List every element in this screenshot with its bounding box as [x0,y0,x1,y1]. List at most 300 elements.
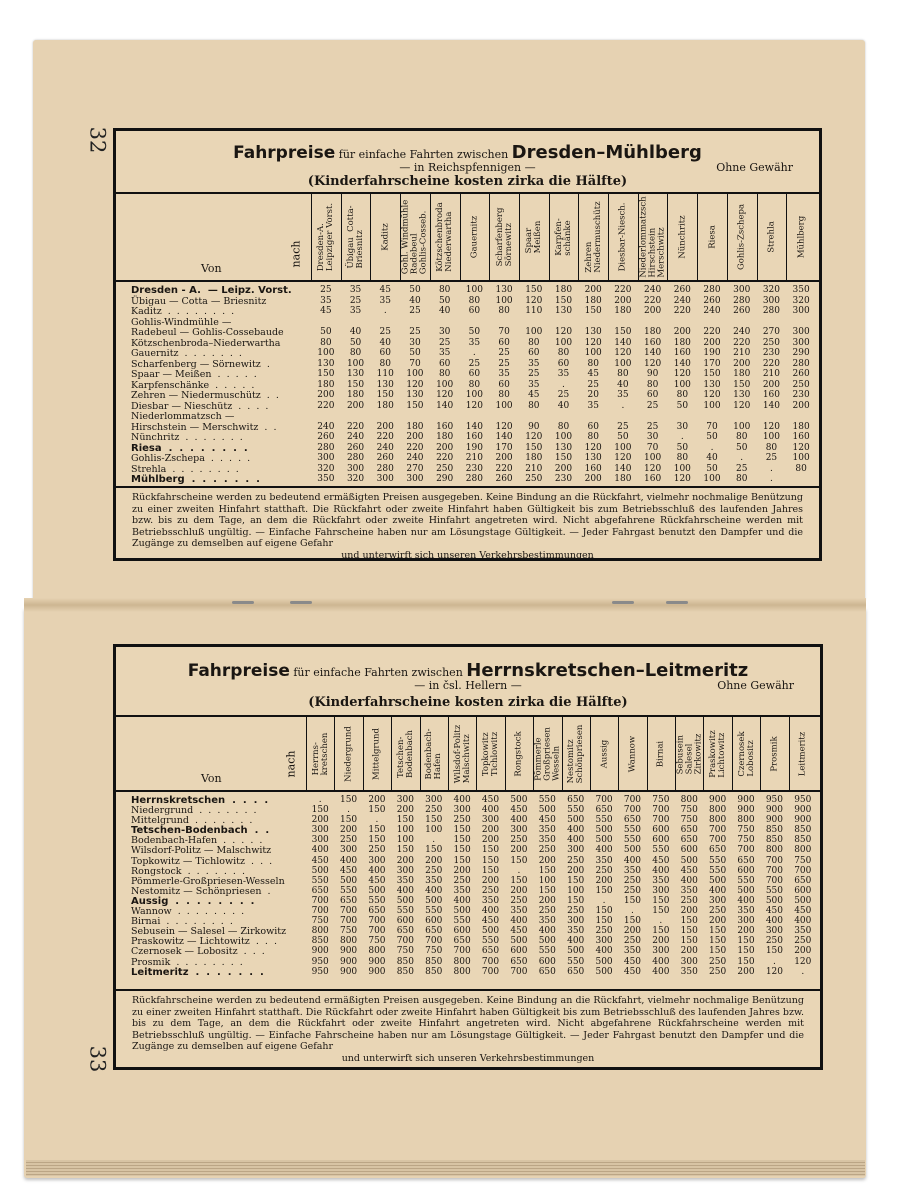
station-name: Birnai . . . . . . . . [131,916,233,928]
fare-cell: 200 [510,845,528,856]
column-header [311,194,341,280]
fare-cell: 350 [425,875,443,886]
fare-cell: 800 [765,845,783,856]
fare-cell: 50 [676,442,689,453]
fare-cell: 150 [396,815,414,826]
fare-cell: 300 [765,926,783,937]
fare-cell: 200 [703,337,721,348]
fare-cell: 260 [733,306,751,316]
fare-cell: 200 [425,855,443,866]
fare-cell: 150 [481,855,500,866]
fare-cell: 650 [425,926,443,937]
fare-cell: 850 [425,956,443,967]
fare-cell: 150 [538,865,556,876]
fare-cell: 200 [792,400,810,411]
fare-cell: 700 [765,875,783,886]
fare-cell: 150 [538,885,556,896]
fare-cell: 130 [584,327,602,337]
fare-cell: 700 [510,966,528,977]
fare-cell: 550 [368,895,386,906]
fare-cell: 750 [368,936,386,947]
fare-cell: 220 [406,442,424,453]
fare-cell: 150 [595,885,613,896]
fare-cell: 150 [584,306,602,316]
fare-cell: 250 [623,885,642,896]
fare-cell: 200 [567,865,585,876]
column-header [391,717,419,790]
column-header [476,717,504,790]
fare-cell: 300 [339,845,358,856]
fare-cell: 700 [623,805,642,816]
fare-cell: 400 [737,895,755,906]
fare-cell: 600 [680,845,698,856]
fare-cell: 280 [762,306,781,316]
fare-cell: . [517,865,521,876]
fare-cell: 450 [680,865,698,876]
fare-cell: 200 [453,865,471,876]
fare-cell: 350 [737,906,755,917]
fare-cell: 260 [703,295,721,306]
column-header [760,717,788,790]
fare-cell: 270 [406,463,424,474]
fare-cell: 150 [703,369,721,379]
column-header [638,194,668,280]
fare-cell: 150 [510,875,528,886]
fare-cell: 800 [368,946,386,957]
fare-cell: 260 [376,453,394,463]
fare-cell: 110 [525,306,543,316]
column-header [697,194,727,280]
fare-cell: 240 [644,285,662,295]
von-label: Von [201,772,222,785]
fare-cell: 35 [528,379,540,390]
fare-cell: 130 [495,285,513,295]
fare-cell: 250 [425,865,443,876]
fare-cell: 240 [376,442,394,453]
fare-cell: 80 [795,463,807,474]
fare-cell: 250 [709,966,727,977]
fare-cell: 150 [595,906,613,917]
fare-cell: 350 [792,285,810,295]
fare-cell: 700 [453,946,471,957]
fare-cell: 35 [528,358,540,369]
conditions-last: und unterwirft sich unseren Verkehrsbestimmungen [341,549,594,561]
fare-cell: 150 [453,825,471,836]
fare-cell: 900 [737,795,755,805]
column-header-label: Kaditz [380,223,391,251]
station-name: Prosmik . . . . . . . . [131,956,243,968]
station-name: Kaditz . . . . . . . . [131,306,235,317]
fare-cell: 750 [680,815,698,826]
fare-cell: 300 [317,453,335,463]
fare-cell: 450 [652,855,670,866]
fare-cell: 80 [587,432,599,442]
fare-cell: 150 [567,875,585,886]
station-name: Riesa . . . . . . . . [131,442,248,454]
fare-cell: 700 [425,936,443,947]
fare-cell: 800 [453,956,471,967]
column-header-label: Niedergrund [343,725,354,782]
fare-cell: 850 [794,835,812,846]
fare-cell: 80 [676,453,689,463]
fare-cell: 900 [794,815,812,826]
fare-cell: 650 [737,855,755,866]
fare-cell: 280 [792,358,810,369]
fare-cell: 280 [346,453,365,463]
fare-cell: 600 [794,885,812,896]
fare-cell: 400 [453,895,471,906]
fare-cell: 180 [436,432,454,442]
fare-cell: . [432,835,436,846]
station-name: Nestomitz — Schönpriesen . [131,885,271,897]
fare-cell: 250 [567,906,585,917]
fare-cell: 230 [554,474,573,484]
fare-cell: 400 [481,906,500,917]
fare-cell: 25 [498,348,510,358]
fare-cell: 290 [436,474,454,484]
fare-cell: 150 [368,835,386,846]
fare-cell: 550 [737,875,755,886]
staple [612,601,634,604]
column-header-label: Scharfenberg Sörnewitz [494,207,514,267]
station-name: Kötzschenbroda–Niederwartha [131,337,281,349]
fare-cell: 250 [680,895,698,906]
fare-cell: 250 [425,805,443,816]
fare-cell: 250 [538,845,556,856]
fare-cell: 400 [538,926,556,937]
fare-cell: 200 [595,875,613,886]
fare-cell: 120 [584,442,602,453]
fare-cell: 250 [525,474,543,484]
fare-cell: 500 [481,926,500,937]
disclaimer: Ohne Gewähr [716,161,793,174]
fare-cell: 250 [595,865,613,876]
fare-cell: 200 [538,895,556,906]
fare-cell: 190 [465,442,483,453]
station-name: Hirschstein — Merschwitz . . [131,421,277,433]
fare-cell: 120 [733,400,751,411]
station-name: Scharfenberg — Sörnewitz . [131,358,270,370]
column-header-label: Gohlis-Zschepa [736,203,747,271]
fare-cell: 240 [317,421,335,432]
fare-cell: 80 [528,400,540,411]
fare-cell: 100 [495,400,513,411]
fare-cell: 700 [396,936,414,947]
fare-cell: 60 [646,390,659,400]
fare-cell: 150 [425,845,443,856]
column-header-label: Nünchritz [677,215,688,259]
fare-cell: . [347,805,350,816]
fare-cell: 150 [709,926,727,937]
fare-cell: 70 [706,421,718,432]
fare-cell: 250 [368,845,386,856]
fare-cell: 250 [709,956,727,967]
fare-cell: 120 [525,432,543,442]
fare-cell: 450 [368,875,386,886]
fare-cell: 130 [317,358,335,369]
column-header [341,194,371,280]
column-header-label: Gauernitz [469,215,480,259]
fare-cell: 350 [453,885,471,896]
fare-cell: 80 [438,369,451,379]
fare-cell: 220 [673,306,691,316]
fare-cell: 210 [465,453,483,463]
fare-cell: 150 [652,906,670,917]
station-name: Wilsdorf-Politz — Malschwitz [131,845,272,857]
fare-cell: 25 [409,327,421,337]
fare-cell: 210 [733,348,751,358]
fare-cell: 100 [703,400,721,411]
fare-cell: 450 [765,906,783,917]
station-name: Czernosek — Lobositz . . . [131,946,265,958]
station-name: Niedergrund . . . . . . . [131,805,257,817]
fare-cell: 900 [368,966,386,977]
fare-cell: 400 [794,916,812,927]
fare-cell: 300 [425,795,443,805]
fare-cell: 700 [737,845,755,856]
fare-cell: 170 [495,442,513,453]
fare-cell: 25 [409,306,421,316]
nach-label: nach [289,240,303,268]
fare-cell: 220 [614,285,632,295]
fare-cell: 35 [557,369,570,379]
station-name: Gohlis-Zschepa . . . . . [131,453,251,464]
fare-cell: 35 [468,337,481,348]
fare-cell: 160 [673,348,691,358]
fare-cell: 300 [376,474,394,484]
fare-cell: . [631,906,634,917]
fare-cell: 80 [617,369,629,379]
currency-note: — in čsl. Hellern — [414,679,522,692]
fare-cell: . [383,306,387,316]
fare-cell: 150 [396,845,414,856]
fare-cell: 650 [595,805,613,816]
station-name: Mittelgrund . . . . . . . [131,815,253,827]
fare-cell: 300 [396,795,414,805]
fare-cell: 650 [623,815,642,826]
fare-cell: 100 [538,875,556,886]
fare-cell: 550 [567,956,585,967]
fare-cell: 220 [762,358,781,369]
fare-cell: 200 [317,390,335,400]
fare-cell: 80 [646,379,659,390]
fare-cell: 45 [587,369,599,379]
fare-cell: 150 [510,855,528,866]
fare-cell: 300 [792,327,810,337]
fare-cell: 500 [567,946,585,957]
fare-cell: 150 [737,936,755,947]
fare-cell: 80 [557,421,570,432]
fare-cell: 200 [652,936,670,947]
fare-cell: 550 [709,865,727,876]
fare-cell: 250 [794,936,812,947]
fare-cell: 700 [709,835,727,846]
fare-cell: 230 [762,348,781,358]
fare-cell: 130 [554,442,573,453]
fare-cell: 100 [317,348,335,358]
fare-cell: 280 [703,285,721,295]
fare-cell: 750 [737,835,755,846]
fare-cell: 300 [481,815,500,826]
fare-cell: 220 [376,432,394,442]
station-name: Karpfenschänke . . . . . [131,379,255,391]
fare-cell: 60 [498,379,510,390]
fare-cell: 200 [584,474,602,484]
fare-cell: 200 [481,835,500,846]
fare-cell: 700 [765,855,783,866]
fare-cell: 100 [346,358,365,369]
fare-cell: 25 [736,463,748,474]
fare-cell: 500 [311,865,329,876]
fare-cell: 100 [465,285,483,295]
page-number-bottom: 33 [85,1045,110,1073]
fare-cell: 25 [646,421,659,432]
fare-cell: 800 [311,926,329,937]
column-header [370,194,400,280]
fare-cell: 300 [311,825,329,836]
fare-cell: 500 [737,885,755,896]
fare-cell: 500 [510,936,528,947]
fare-cell: 150 [554,295,573,306]
fare-cell: 150 [525,442,543,453]
fare-cell: 350 [567,926,585,937]
fare-cell: 100 [614,442,632,453]
column-header-label: Niederlommatzsch Hirschstein Merschwitz [638,196,667,278]
column-header [430,194,460,280]
fare-cell: 50 [468,327,481,337]
fare-cell: 850 [425,966,443,977]
fare-cell: 150 [525,285,543,295]
fare-cell: 950 [794,795,812,805]
conditions-body: Rückfahrscheine werden zu bedeutend ermäßigten Preisen ausgegeben. Keine Bindung an die Rückfahrt, vielmehr nochmalige Benützung zu einer zweiten Hinfahrt statthaft. Die Rückfahrt oder zweite Hinfahrt haben Gültigkeit bis zum Betriebsschluß des laufenden Jahres bzw. bis zu dem Tage, an dem die Rückfahrt oder zweite Hinfahrt angetreten wird. Nicht abgefahrene Rückfahrscheine werden mit Betriebsschluß ungültig. — Einfache Fahrscheine haben nur am Lösungstage Gültigkeit. — Jeder Fahrgast benutzt den Dampfer und die Zugänge zu demselben auf eigene Gefahr [132,492,803,549]
fare-cell: 200 [794,946,812,957]
fare-cell: 200 [680,946,698,957]
column-header [618,717,646,790]
fare-cell: 350 [481,895,500,906]
fare-cell: 800 [709,815,727,826]
column-header [533,717,561,790]
fare-cell: 230 [792,390,810,400]
fare-cell: 100 [396,835,414,846]
station-name: Herrnskretschen . . . . [131,795,269,806]
fare-cell: 50 [676,400,689,411]
fare-cell: 750 [339,926,358,937]
fare-cell: 130 [703,379,721,390]
fare-cell: 25 [320,285,332,295]
column-header-label: Mühlberg [796,215,807,259]
children-note: (Kinderfahrscheine kosten zirka die Hälfte) [308,695,628,710]
corner-cell [116,194,312,280]
fare-cell: 350 [680,966,698,977]
fare-cell: 200 [495,453,513,463]
fare-cell: 100 [614,358,632,369]
column-header-label: Kötzschenbroda Niederwartha [435,202,455,272]
fare-cell: 950 [311,966,329,977]
fare-cell: 450 [311,855,329,866]
fare-cell: 30 [676,421,689,432]
fare-cell: 600 [652,825,670,836]
fare-cell: 250 [538,906,556,917]
fare-cell: 40 [557,400,570,411]
fare-cell: 80 [498,390,510,400]
fare-cell: 25 [557,390,570,400]
fare-cell: 80 [438,285,451,295]
fare-cell: 150 [368,805,386,816]
fare-cell: 850 [794,825,812,836]
conditions-last: und unterwirft sich unseren Verkehrsbestimmungen [341,1052,595,1064]
column-header [489,194,519,280]
fare-cell: 120 [614,453,632,463]
station-name: Mühlberg . . . . . . . [131,474,260,485]
fare-cell: 35 [587,400,599,411]
fare-cell: 60 [557,358,570,369]
fare-cell: 700 [339,916,358,927]
fare-cell: 100 [584,348,602,358]
column-header-label: Karpfen- schänke [553,218,573,256]
fare-cell: 25 [379,327,391,337]
fare-cell: 140 [465,421,483,432]
fare-cell: 300 [595,936,613,947]
table-header [116,647,820,717]
fare-cell: 35 [438,348,451,358]
fare-cell: 550 [623,835,642,846]
fare-cell: 600 [425,916,443,927]
fare-cell: 25 [438,337,451,348]
fare-cell: 100 [762,432,781,442]
fare-cell: 130 [584,453,602,463]
fare-cell: 280 [733,295,751,306]
fare-cell: 80 [765,442,778,453]
fare-cell: 150 [554,453,573,463]
column-header [363,717,391,790]
fare-cell: 450 [481,795,500,805]
fare-cell: 250 [765,936,783,947]
fare-cell: 650 [453,936,471,947]
conditions-text [116,989,820,1064]
fare-cell: 850 [396,956,414,967]
column-header-label: Aussig [599,739,610,768]
fare-cell: 400 [425,885,443,896]
fare-cell: 750 [737,825,755,836]
fare-cell: 30 [438,327,451,337]
fare-cell: 200 [762,379,781,390]
fare-cell: 250 [436,463,454,474]
title-word: Fahrpreise [187,661,290,681]
fare-cell: 300 [733,285,751,295]
fare-cell: 900 [311,946,329,957]
fare-cell: 50 [320,327,332,337]
fare-cell: 650 [396,926,414,937]
fare-cell: 350 [623,946,642,957]
fare-cell: . [740,453,744,463]
column-header [505,717,533,790]
fare-cell: 220 [436,453,454,463]
fare-cell: 100 [567,885,585,896]
fare-cell: 700 [368,926,386,937]
fare-cell: 450 [623,966,642,977]
route-title: Dresden–Mühlberg [511,142,702,163]
column-header [400,194,430,280]
fare-cell: 150 [317,369,335,379]
fare-cell: 650 [709,845,727,856]
fare-cell: 50 [409,285,421,295]
title-mid: für einfache Fahrten zwischen [293,666,463,679]
fare-cell: 150 [680,926,698,937]
nach-label-box [290,234,302,274]
fare-cell: 400 [510,916,528,927]
fare-cell: 120 [792,442,810,453]
fare-cell: 320 [346,474,365,484]
